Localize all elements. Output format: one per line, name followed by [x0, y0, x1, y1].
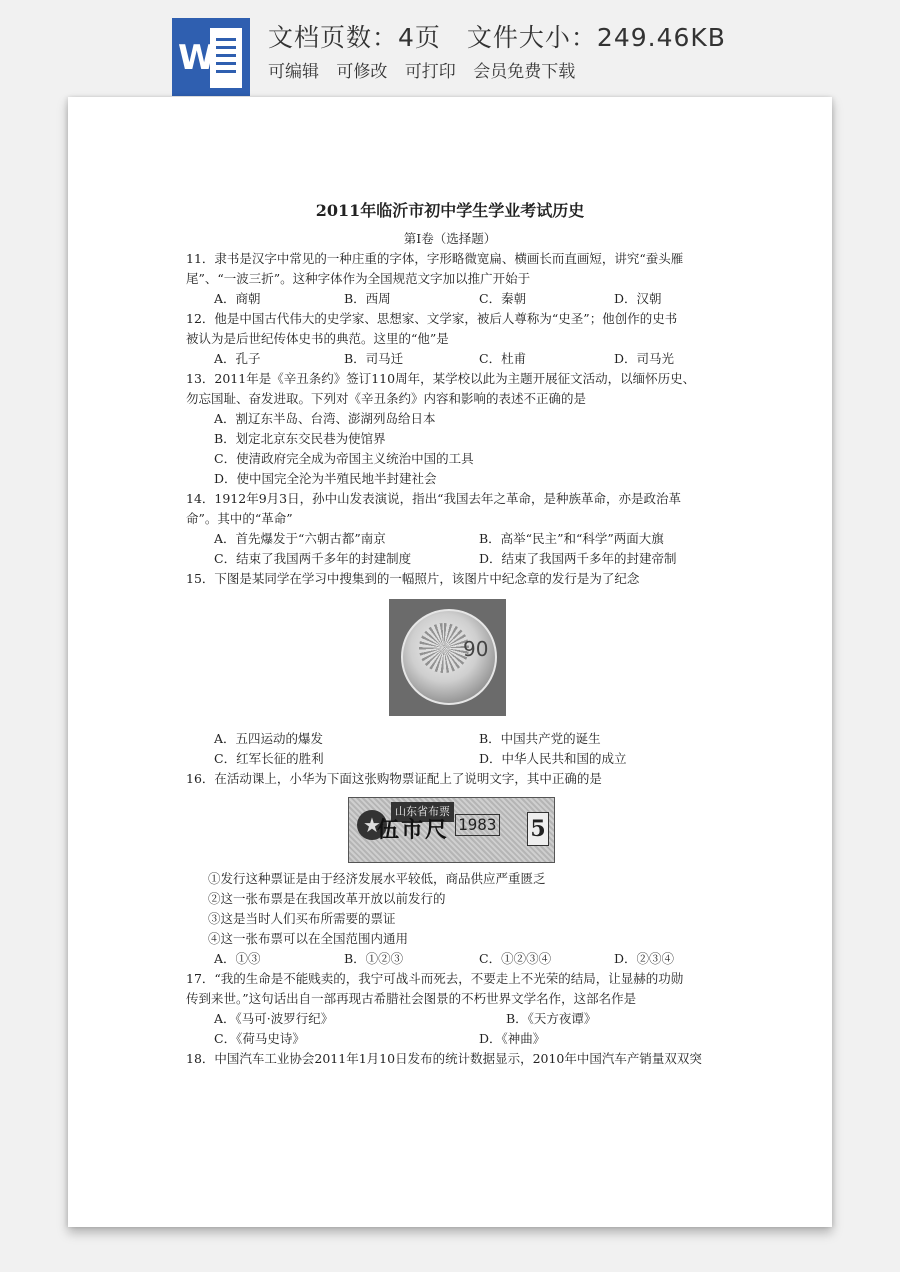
- question-18-line-1: 18．中国汽车工业协会2011年1月10日发布的统计数据显示，2010年中国汽车产销量双双突: [186, 1051, 702, 1066]
- option-16d: D．②③④: [614, 951, 675, 966]
- commemorative-medal-photo: 90: [389, 599, 506, 716]
- option-12b: B．司马迁: [344, 351, 404, 366]
- cloth-ration-ticket-image: ★ 山东省布票 伍市尺 1983 5: [348, 797, 555, 863]
- feature-editable: 可编辑: [268, 62, 319, 82]
- document-page: [68, 97, 832, 1227]
- option-17c: C．《荷马史诗》: [214, 1031, 305, 1046]
- option-12a: A．孔子: [214, 351, 261, 366]
- option-14d: D．结束了我国两千多年的封建帝制: [479, 551, 677, 566]
- option-13b: B．划定北京东交民巷为使馆界: [214, 431, 386, 446]
- feature-member-download[interactable]: 会员免费下载: [473, 62, 576, 82]
- question-13-line-2: 勿忘国耻、奋发进取。下列对《辛丑条约》内容和影响的表述不正确的是: [186, 391, 587, 406]
- question-14-line-2: 命”。其中的“革命”: [186, 511, 293, 526]
- question-11-line-1: 11．隶书是汉字中常见的一种庄重的字体，字形略微宽扁、横画长而直画短，讲究“蚕头雁: [186, 251, 684, 266]
- question-15-line-1: 15．下图是某同学在学习中搜集到的一幅照片，该图片中纪念章的发行是为了纪念: [186, 571, 640, 586]
- question-17-line-2: 传到来世。”这句话出自一部再现古希腊社会图景的不朽世界文学名作，这部名作是: [186, 991, 637, 1006]
- feature-list: [268, 57, 587, 82]
- option-15b: B．中国共产党的诞生: [479, 731, 601, 746]
- page-count: 文档页数：4页: [268, 23, 441, 52]
- statement-2: ②这一张布票是在我国改革开放以前发行的: [208, 891, 446, 906]
- option-11d: D．汉朝: [614, 291, 662, 306]
- option-16c: C．①②③④: [479, 951, 552, 966]
- question-13-line-1: 13．2011年是《辛丑条约》签订110周年，某学校以此为主题开展征文活动，以缅怀历史、: [186, 371, 696, 386]
- question-17-line-1: 17．“我的生命是不能贱卖的，我宁可战斗而死去，不要走上不光荣的结局，让显赫的功勋: [186, 971, 684, 986]
- option-12d: D．司马光: [614, 351, 675, 366]
- option-15c: C．红军长征的胜利: [214, 751, 324, 766]
- word-document-icon: W: [172, 18, 250, 96]
- option-14b: B．高举“民主”和“科学”两面大旗: [479, 531, 664, 546]
- option-15a: A．五四运动的爆发: [214, 731, 324, 746]
- option-15d: D．中华人民共和国的成立: [479, 751, 627, 766]
- question-11-line-2: 尾”、“一波三折”。这种字体作为全国规范文字加以推广开始于: [186, 271, 531, 286]
- question-12-line-1: 12．他是中国古代伟大的史学家、思想家、文学家，被后人尊称为“史圣”；他创作的史书: [186, 311, 678, 326]
- feature-printable: 可打印: [404, 62, 456, 82]
- feature-modifiable: 可修改: [336, 62, 388, 82]
- option-16a: A．①③: [214, 951, 261, 966]
- section-heading: 第Ⅰ卷（选择题）: [403, 231, 497, 246]
- option-14c: C．结束了我国两千多年的封建制度: [214, 551, 412, 566]
- option-13d: D．使中国完全沦为半殖民地半封建社会: [214, 471, 437, 486]
- question-14-line-1: 14．1912年9月3日，孙中山发表演说，指出“我国去年之革命，是种族革命，亦是政治革: [186, 491, 682, 506]
- question-16-line-1: 16．在活动课上，小华为下面这张购物票证配上了说明文字，其中正确的是: [186, 771, 602, 786]
- statement-3: ③这是当时人们买布所需要的票证: [208, 911, 396, 926]
- option-11c: C．秦朝: [479, 291, 527, 306]
- statement-1: ①发行这种票证是由于经济发展水平较低，商品供应严重匮乏: [208, 871, 546, 886]
- option-17d: D．《神曲》: [479, 1031, 546, 1046]
- option-17b: B．《天方夜谭》: [506, 1011, 597, 1026]
- option-13a: A．割辽东半岛、台湾、澎湖列岛给日本: [214, 411, 436, 426]
- statement-4: ④这一张布票可以在全国范围内通用: [208, 931, 409, 946]
- option-13c: C．使清政府完全成为帝国主义统治中国的工具: [214, 451, 474, 466]
- option-14a: A．首先爆发于“六朝古都”南京: [214, 531, 386, 546]
- star-emblem-icon: ★: [357, 810, 387, 840]
- file-size: 文件大小：249.46KB: [466, 23, 726, 52]
- page-title: 2011年临沂市初中学生学业考试历史: [315, 201, 585, 220]
- option-11b: B．西周: [344, 291, 391, 306]
- download-banner: [0, 0, 900, 96]
- option-11a: A．商朝: [214, 291, 261, 306]
- question-12-line-2: 被认为是后世纪传体史书的典范。这里的“他”是: [186, 331, 449, 346]
- option-12c: C．杜甫: [479, 351, 527, 366]
- option-17a: A．《马可·波罗行纪》: [214, 1011, 334, 1026]
- file-info: [268, 18, 726, 54]
- option-16b: B．①②③: [344, 951, 404, 966]
